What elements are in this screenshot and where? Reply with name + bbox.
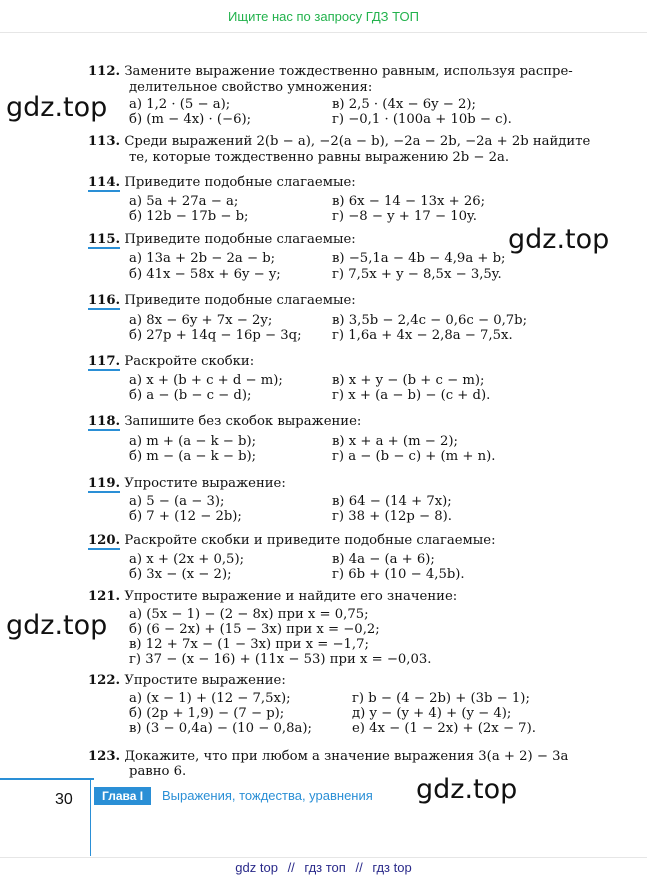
- problem-number: 112.: [88, 64, 121, 79]
- footer-rule: [0, 778, 94, 780]
- statement-line: Приведите подобные слагаемые:: [124, 293, 356, 308]
- exercise-item: б) (m − 4x) · (−6);: [129, 112, 252, 127]
- problem-number-link[interactable]: 117.: [88, 354, 121, 369]
- exercise-item: г) 37 − (x − 16) + (11x − 53) при x = −0,03.: [129, 652, 432, 667]
- watermark: gdz.top: [508, 224, 610, 255]
- watermark: gdz.top: [6, 92, 108, 123]
- separator: //: [287, 860, 295, 875]
- exercise-item: г) a − (b − c) + (m + n).: [332, 449, 496, 464]
- problem-number: 113.: [88, 134, 121, 149]
- top-banner[interactable]: [0, 0, 647, 32]
- statement-line: делительное свойство умножения:: [129, 80, 373, 95]
- exercise-item: б) 7 + (12 − 2b);: [129, 509, 242, 524]
- exercise-item: б) 3x − (x − 2);: [129, 567, 232, 582]
- exercise-item: а) (5x − 1) − (2 − 8x) при x = 0,75;: [129, 607, 369, 622]
- problem-number-link[interactable]: 114.: [88, 175, 121, 190]
- exercise-item: в) (3 − 0,4a) − (10 − 0,8a);: [129, 721, 312, 736]
- exercise-item: в) 64 − (14 + 7x);: [332, 494, 452, 509]
- separator: //: [355, 860, 363, 875]
- exercise-item: а) 8x − 6y + 7x − 2y;: [129, 313, 273, 328]
- exercise-item: а) (x − 1) + (12 − 7,5x);: [129, 691, 291, 706]
- exercise-item: в) −5,1a − 4b − 4,9a + b;: [332, 251, 506, 266]
- statement-line: Запишите без скобок выражение:: [124, 414, 362, 429]
- exercise-item: г) 38 + (12p − 8).: [332, 509, 452, 524]
- problem-number: 122.: [88, 673, 121, 688]
- exercise-item: г) 6b + (10 − 4,5b).: [332, 567, 465, 582]
- page-number: 30: [55, 791, 73, 808]
- problem-119-statement: [88, 476, 286, 493]
- exercise-item: г) x + (a − b) − (c + d).: [332, 388, 491, 403]
- statement-line: Раскройте скобки и приведите подобные слагаемые:: [124, 533, 496, 548]
- exercise-item: а) x + (b + c + d − m);: [129, 373, 283, 388]
- exercise-item: е) 4x − (1 − 2x) + (2x − 7).: [352, 721, 536, 736]
- problem-number: 121.: [88, 589, 121, 604]
- link-gdz-top[interactable]: gdz top: [235, 860, 278, 875]
- statement-line: Приведите подобные слагаемые:: [124, 175, 356, 190]
- problem-number-link[interactable]: 115.: [88, 232, 121, 247]
- statement-line: Докажите, что при любом a значение выражения 3(a + 2) − 3a: [124, 749, 569, 764]
- exercise-item: д) y − (y + 4) + (y − 4);: [352, 706, 512, 721]
- exercise-item: в) 6x − 14 − 13x + 26;: [332, 194, 486, 209]
- statement-line: Приведите подобные слагаемые:: [124, 232, 356, 247]
- exercise-item: а) 1,2 · (5 − a);: [129, 97, 231, 112]
- exercise-item: а) x + (2x + 0,5);: [129, 552, 245, 567]
- chapter-title: Выражения, тождества, уравнения: [162, 788, 373, 803]
- problem-117-statement: [88, 354, 254, 371]
- problem-116-statement: [88, 293, 356, 310]
- problem-112-statement: [88, 64, 573, 79]
- statement-line: Замените выражение тождественно равным, используя распре-: [124, 64, 573, 79]
- statement-line: Упростите выражение:: [124, 673, 286, 688]
- exercise-item: в) 12 + 7x − (1 − 3x) при x = −1,7;: [129, 637, 369, 652]
- statement-line: Среди выражений 2(b − a), −2(a − b), −2a − 2b, −2a + 2b найдите: [124, 134, 591, 149]
- link-gdz-top-mixed[interactable]: гдз top: [372, 860, 412, 875]
- statement-line: Раскройте скобки:: [124, 354, 255, 369]
- problem-121-statement: [88, 589, 457, 604]
- problem-number-link[interactable]: 120.: [88, 533, 121, 548]
- statement-line: Упростите выражение и найдите его значение:: [124, 589, 458, 604]
- problem-120-statement: [88, 533, 496, 550]
- exercise-item: в) x + y − (b + c − m);: [332, 373, 485, 388]
- exercise-item: г) 1,6a + 4x − 2,8a − 7,5x.: [332, 328, 513, 343]
- exercise-item: в) 3,5b − 2,4c − 0,6c − 0,7b;: [332, 313, 528, 328]
- banner-text[interactable]: Ищите нас по запросу ГДЗ ТОП: [228, 9, 419, 24]
- exercise-item: а) 5 − (a − 3);: [129, 494, 225, 509]
- problem-123-statement: [88, 749, 568, 764]
- divider: [0, 857, 647, 858]
- statement-line: Упростите выражение:: [124, 476, 286, 491]
- footer-vertical-rule: [90, 778, 91, 856]
- exercise-item: б) (6 − 2x) + (15 − 3x) при x = −0,2;: [129, 622, 380, 637]
- watermark: gdz.top: [6, 610, 108, 641]
- exercise-item: г) 7,5x + y − 8,5x − 3,5y.: [332, 267, 502, 282]
- exercise-item: а) m + (a − k − b);: [129, 434, 257, 449]
- problem-122-statement: [88, 673, 286, 688]
- exercise-item: в) x + a + (m − 2);: [332, 434, 458, 449]
- exercise-item: г) b − (4 − 2b) + (3b − 1);: [352, 691, 530, 706]
- problem-number-link[interactable]: 119.: [88, 476, 121, 491]
- statement-line: равно 6.: [129, 764, 187, 779]
- link-gdz-top-ru[interactable]: гдз топ: [304, 860, 346, 875]
- problem-number: 123.: [88, 749, 121, 764]
- statement-line: те, которые тождественно равны выражению 2b − 2a.: [129, 150, 510, 165]
- exercise-item: в) 4a − (a + 6);: [332, 552, 435, 567]
- problem-113-statement: [88, 134, 590, 149]
- problem-118-statement: [88, 414, 361, 431]
- problem-115-statement: [88, 232, 356, 249]
- exercise-item: г) −0,1 · (100a + 10b − c).: [332, 112, 512, 127]
- exercise-item: б) 12b − 17b − b;: [129, 209, 249, 224]
- problem-114-statement: [88, 175, 356, 192]
- exercise-item: б) a − (b − c − d);: [129, 388, 252, 403]
- exercise-item: г) −8 − y + 17 − 10y.: [332, 209, 477, 224]
- watermark: gdz.top: [416, 774, 518, 805]
- exercise-item: а) 13a + 2b − 2a − b;: [129, 251, 276, 266]
- problem-number-link[interactable]: 116.: [88, 293, 121, 308]
- problem-number-link[interactable]: 118.: [88, 414, 121, 429]
- exercise-item: б) m − (a − k − b);: [129, 449, 257, 464]
- exercise-item: б) 27p + 14q − 16p − 3q;: [129, 328, 302, 343]
- exercise-item: в) 2,5 · (4x − 6y − 2);: [332, 97, 476, 112]
- chapter-tag: Глава I: [94, 787, 151, 805]
- exercise-item: б) (2p + 1,9) − (7 − p);: [129, 706, 285, 721]
- divider: [0, 32, 647, 33]
- exercise-item: б) 41x − 58x + 6y − y;: [129, 267, 281, 282]
- bottom-links: [0, 860, 647, 875]
- exercise-item: а) 5a + 27a − a;: [129, 194, 239, 209]
